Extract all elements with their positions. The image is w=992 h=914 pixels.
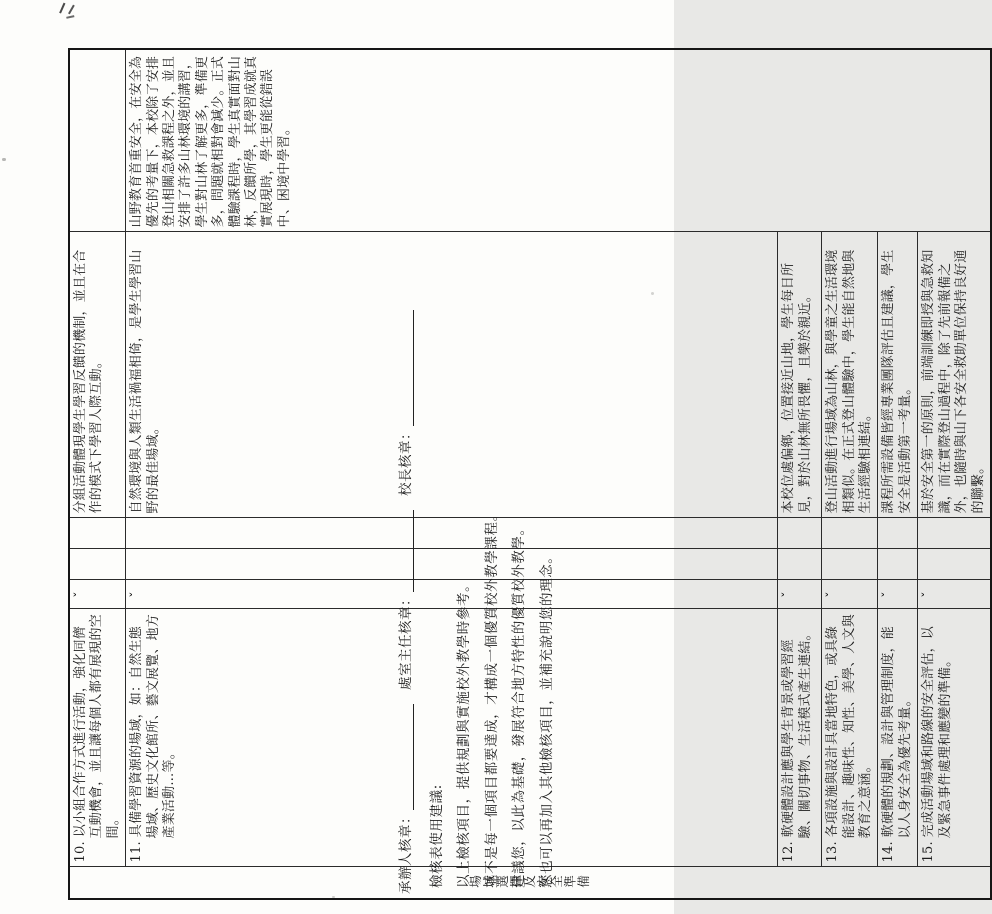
comment-cell: 自然環境與人類生活禍福相倚，是學生學習山野的最佳場域。 [126, 232, 778, 518]
empty-cell [918, 549, 991, 580]
item-number: 13. [825, 841, 841, 863]
check-mark: ˇ [73, 591, 88, 598]
check-mark: ˇ [781, 591, 797, 598]
item-cell-14 [878, 609, 918, 867]
director-signature-label: 處室主任核章： [398, 592, 414, 690]
item-number: 11. [129, 841, 145, 863]
check-mark-cell [69, 580, 126, 609]
check-mark-cell [778, 580, 822, 609]
table-row [69, 49, 126, 899]
principal-signature-label: 校長核章： [398, 426, 414, 496]
principal-signature-line [399, 310, 414, 426]
empty-cell [822, 518, 878, 549]
merged-comment-cell: 山野教育首重安全，在安全為優先的考量下，本校除了安排登山相關急救課程之外，並且安排了許多山林環境的講習，學生對山林了解更多，準備更多，問題就相對會減少。正式體驗課程時，學生真實面對山林，反饋所學，其學習成就真實展現時，學生更能從錯誤中、困境中學習。 [126, 49, 991, 232]
item-cell-12 [778, 609, 822, 867]
item-cell-10 [69, 609, 126, 867]
empty-right-cell [69, 49, 126, 232]
item-text: 具備學習資源的場域，如：自然生態場域、歷史文化館所、藝文展覽、地方產業活動…等。 [129, 614, 178, 839]
suggestion-line: 並不是每一個項目都要達成，才構成一個優質校外教學課程。 [483, 507, 500, 888]
check-mark: ˇ [921, 591, 937, 598]
organizer-signature-label: 承辦人核章： [398, 810, 414, 894]
item-cell-13 [822, 609, 878, 867]
item-cell-15 [918, 609, 991, 867]
item-number: 15. [921, 841, 937, 863]
usage-suggestions [424, 328, 561, 888]
check-mark-cell [918, 580, 991, 609]
empty-cell [778, 549, 822, 580]
comment-cell: 基於安全第一的原則，前端訓練即授與急救知識，而在實際登山過程中，除了先前報備之外，也隨時與山下各安全救助單位保持良好通的聯繫。 [918, 232, 991, 518]
item-number: 10. [73, 841, 88, 863]
comment-cell: 分組活動體現學生學習反饋的機制，並且在合作的模式下學習人際互動。 [69, 232, 126, 518]
director-signature [394, 510, 414, 690]
suggestion-line: 建議您，以此為基礎，發展符合地方特性的優質校外教學。 [511, 521, 528, 888]
check-mark: ˇ [825, 591, 841, 598]
empty-cell [822, 549, 878, 580]
empty-cell [878, 549, 918, 580]
director-signature-line [399, 510, 414, 592]
principal-signature [394, 310, 414, 496]
item-number: 12. [781, 841, 797, 863]
item-text: 以小組合作方式進行活動，強化同儕互動機會，並且讓每個人都有展現的空間。 [73, 614, 121, 839]
organizer-signature [394, 704, 414, 894]
item-number: 14. [881, 841, 897, 863]
suggestion-line: 以上檢核項目，提供規劃與實施校外教學時參考。 [456, 577, 473, 888]
category-label: 場域選擇及安全準備 [469, 874, 591, 890]
scan-speck [332, 896, 335, 898]
scan-speck [651, 292, 654, 295]
empty-cell [918, 518, 991, 549]
empty-cell [878, 518, 918, 549]
item-text: 軟硬體設計應與學生背景或學習經驗、關切事物、生活模式產生連結。 [781, 627, 813, 839]
suggestion-line: 您也可以再加入其他檢核項目，並補充說明您的理念。 [538, 549, 555, 888]
check-mark: ˇ [129, 591, 145, 598]
item-text: 完成活動場域和路線的安全評估，以及緊急事件處理和應變的準備。 [921, 626, 953, 839]
empty-cell [69, 518, 126, 549]
organizer-signature-line [399, 704, 414, 810]
empty-cell [69, 549, 126, 580]
signature-row [394, 14, 414, 894]
suggestions-title: 檢核表使用建議: [429, 784, 445, 888]
empty-cell [778, 518, 822, 549]
comment-cell: 登山活動進行場域為山林，與學童之生活環境相類似。在正式登山體驗中，學生能自然地與生活經驗相連結。 [822, 232, 878, 518]
check-mark: ˇ [881, 591, 897, 598]
item-text: 各項設施與設計具當地特色，或具綠能設計、趣味性、知性、美學、人文與教育之意涵。 [825, 614, 873, 839]
check-mark-cell [878, 580, 918, 609]
item-text: 軟硬體的規劃、設計與管理制度，能以人身安全為優先考量。 [881, 626, 913, 839]
comment-cell: 課程所需設備皆經專業團隊評估且建議，學生安全是活動第一考量。 [878, 232, 918, 518]
comment-cell: 本校位處偏鄉，位置接近山地，學生每日所見，對於山林無所畏懼，且樂於親近。 [778, 232, 822, 518]
scan-speck [2, 158, 6, 161]
check-mark-cell [822, 580, 878, 609]
